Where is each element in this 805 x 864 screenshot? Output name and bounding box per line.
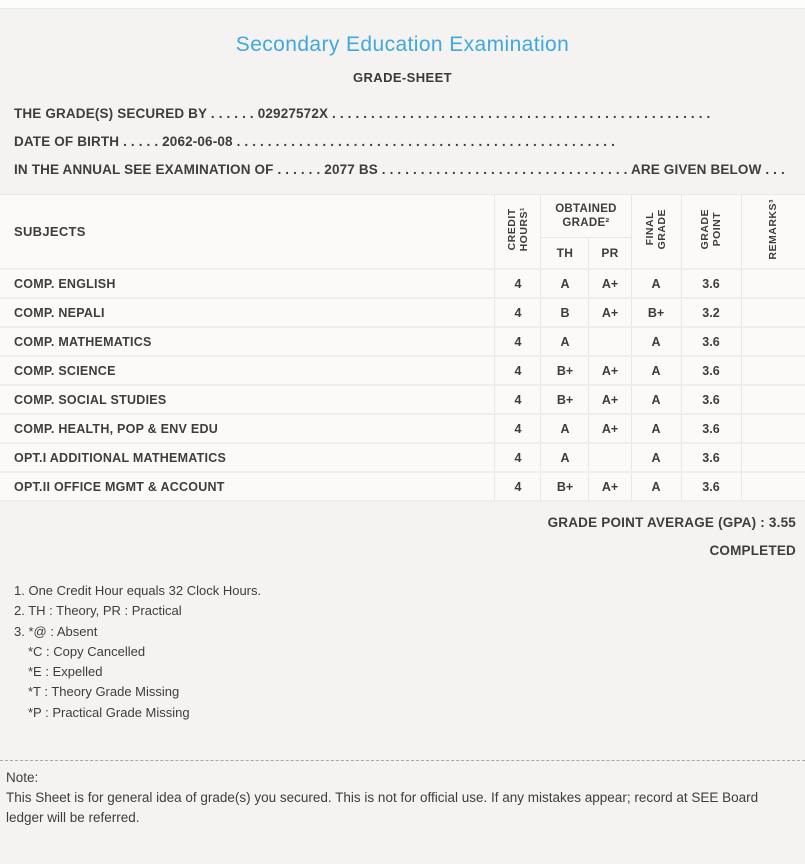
status-completed: COMPLETED <box>709 543 796 558</box>
footnote-line: *T : Theory Grade Missing <box>28 684 180 700</box>
point-line1: GRADE <box>699 208 711 250</box>
cell-pr: A+ <box>589 356 631 385</box>
cell-th: A <box>541 443 589 472</box>
cell-credit: 4 <box>495 414 541 443</box>
cell-th: B <box>541 298 589 327</box>
cell-point: 3.6 <box>681 327 741 356</box>
footnotes <box>14 581 791 723</box>
cell-point: 3.2 <box>681 298 741 327</box>
info-suffix: ARE GIVEN BELOW . . . <box>630 162 785 177</box>
cell-pr: A+ <box>589 269 631 298</box>
info-line-exam-year <box>14 156 791 184</box>
note-section <box>0 760 805 828</box>
info-label: THE GRADE(S) SECURED BY <box>14 106 207 121</box>
grades-table-header <box>0 195 805 270</box>
cell-final: A <box>631 356 681 385</box>
col-header-subjects: SUBJECTS <box>0 195 495 270</box>
note-label: Note: <box>6 770 39 786</box>
footnote-line: 3. *@ : Absent <box>14 623 98 639</box>
cell-final: A <box>631 327 681 356</box>
info-value-dob: 2062-06-08 <box>162 134 233 149</box>
final-line2: GRADE <box>656 208 668 250</box>
cell-point: 3.6 <box>681 414 741 443</box>
table-row <box>0 269 805 298</box>
page-title: Secondary Education Examination <box>235 33 570 56</box>
cell-remarks <box>741 472 805 501</box>
cell-remarks <box>741 414 805 443</box>
student-info <box>14 100 791 184</box>
cell-subject: COMP. SOCIAL STUDIES <box>0 385 495 414</box>
cell-credit: 4 <box>495 269 541 298</box>
info-label: IN THE ANNUAL SEE EXAMINATION OF <box>14 162 274 177</box>
cell-pr: A+ <box>589 414 631 443</box>
cell-th: B+ <box>541 472 589 501</box>
cell-remarks <box>741 327 805 356</box>
info-value-exam-year: 2077 BS <box>324 162 378 177</box>
cell-remarks <box>741 298 805 327</box>
info-line-date-of-birth <box>14 128 791 156</box>
cell-remarks <box>741 269 805 298</box>
cell-credit: 4 <box>495 298 541 327</box>
credit-line1: CREDIT <box>505 207 518 251</box>
table-row <box>0 414 805 443</box>
cell-final: A <box>631 443 681 472</box>
cell-th: B+ <box>541 385 589 414</box>
final-line1: FINAL <box>644 212 656 246</box>
cell-final: A <box>631 414 681 443</box>
cell-point: 3.6 <box>681 385 741 414</box>
info-label: DATE OF BIRTH <box>14 134 120 149</box>
cell-subject: OPT.I ADDITIONAL MATHEMATICS <box>0 443 495 472</box>
cell-credit: 4 <box>495 327 541 356</box>
cell-subject: COMP. NEPALI <box>0 298 495 327</box>
gpa-line: GRADE POINT AVERAGE (GPA) : 3.55 <box>547 515 796 530</box>
cell-final: A <box>631 472 681 501</box>
col-header-th: TH <box>541 238 589 270</box>
cell-point: 3.6 <box>681 443 741 472</box>
dot-trailer: . . . . . . . . . . . . . . . . . . . . . . . . . . . . . . . . . . . . . . . . . . . . . . . . . <box>236 134 615 149</box>
cell-remarks <box>741 356 805 385</box>
info-value-symbol-number: 02927572X <box>257 106 329 121</box>
cell-th: A <box>541 327 589 356</box>
cell-th: A <box>541 414 589 443</box>
footnote-line: *C : Copy Cancelled <box>28 643 146 659</box>
top-strip <box>0 0 805 9</box>
info-line-secured-by <box>14 100 791 128</box>
col-header-pr: PR <box>589 238 631 270</box>
footnote-line: *E : Expelled <box>28 664 103 680</box>
cell-credit: 4 <box>495 443 541 472</box>
dot-leader: . . . . . <box>123 134 159 149</box>
table-row <box>0 472 805 501</box>
dot-leader: . . . . . . <box>210 106 254 121</box>
dot-trailer: . . . . . . . . . . . . . . . . . . . . . . . . . . . . . . . . <box>381 162 628 177</box>
grades-table <box>0 194 805 502</box>
table-row <box>0 356 805 385</box>
cell-subject: COMP. ENGLISH <box>0 269 495 298</box>
cell-credit: 4 <box>495 385 541 414</box>
dot-leader: . . . . . . <box>277 162 321 177</box>
page-subtitle: GRADE-SHEET <box>352 70 453 85</box>
col-header-remarks <box>741 195 805 270</box>
dot-trailer: . . . . . . . . . . . . . . . . . . . . . . . . . . . . . . . . . . . . . . . . . . . . . . . . . <box>332 106 711 121</box>
col-header-final-grade <box>631 195 681 270</box>
table-row <box>0 298 805 327</box>
cell-final: A <box>631 385 681 414</box>
cell-pr: A+ <box>589 385 631 414</box>
cell-pr: A+ <box>589 472 631 501</box>
point-line2: POINT <box>711 211 723 247</box>
cell-credit: 4 <box>495 472 541 501</box>
cell-th: B+ <box>541 356 589 385</box>
footnote-line: 1. One Credit Hour equals 32 Clock Hours. <box>14 583 262 598</box>
cell-remarks <box>741 443 805 472</box>
cell-point: 3.6 <box>681 269 741 298</box>
footnote-line: *P : Practical Grade Missing <box>28 704 190 720</box>
col-header-obtained-grade <box>541 195 631 238</box>
cell-subject: COMP. MATHEMATICS <box>0 327 495 356</box>
cell-remarks <box>741 385 805 414</box>
obtained-line1: OBTAINED <box>555 203 617 215</box>
cell-subject: COMP. HEALTH, POP & ENV EDU <box>0 414 495 443</box>
credit-line2: HOURS¹ <box>517 206 530 252</box>
obtained-line2: GRADE² <box>562 217 610 229</box>
cell-pr: A+ <box>589 298 631 327</box>
cell-pr <box>589 443 631 472</box>
footnote-line: 2. TH : Theory, PR : Practical <box>14 603 182 619</box>
cell-final: B+ <box>631 298 681 327</box>
remarks-line1: REMARKS³ <box>767 198 780 260</box>
cell-th: A <box>541 269 589 298</box>
cell-subject: OPT.II OFFICE MGMT & ACCOUNT <box>0 472 495 501</box>
col-header-credit-hours <box>495 195 541 270</box>
cell-final: A <box>631 269 681 298</box>
table-row <box>0 443 805 472</box>
cell-point: 3.6 <box>681 356 741 385</box>
table-row <box>0 385 805 414</box>
cell-credit: 4 <box>495 356 541 385</box>
grades-table-body <box>0 269 805 501</box>
cell-subject: COMP. SCIENCE <box>0 356 495 385</box>
cell-pr <box>589 327 631 356</box>
cell-point: 3.6 <box>681 472 741 501</box>
col-header-grade-point <box>681 195 741 270</box>
note-text: This Sheet is for general idea of grade(s) you secured. This is not for official use. If any mistakes appear; record at SEE Board ledger will be referred. <box>6 790 759 826</box>
table-row <box>0 327 805 356</box>
grade-sheet-page <box>0 33 805 723</box>
